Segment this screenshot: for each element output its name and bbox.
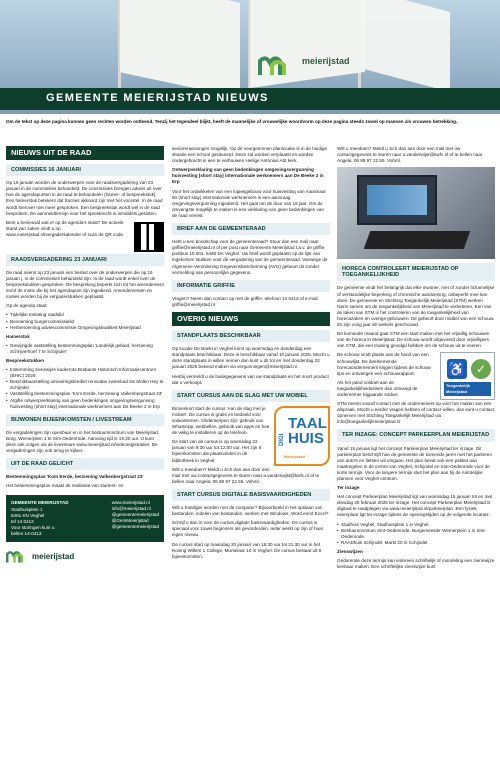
flag-text: meierijstad: [302, 56, 350, 66]
paragraph: De vergaderingen zijn openbaar en in het bestuurscentrum van Meierijstad, Burg. Wemerplein 1 te Sint-Oedenrode. Aanvang tijd is 19.30 uur. U kunt deze ook volgen via de livestream www.meierijstad.nl/videoregistraties. De vergaderingen zijn ook terug te kijken.: [6, 429, 160, 454]
instagram-link[interactable]: @gemeentemeierijstad: [111, 524, 159, 530]
column-3: [337, 146, 495, 573]
heading-info-griffie: INFORMATIE GRIFFIE: [172, 280, 330, 292]
heading-cursus-mobiel: START CURSUS AAN DE SLAG MET UW MOBIEL: [172, 390, 330, 402]
wheelchair-icon: ♿: [448, 361, 466, 378]
locatie-list: [337, 522, 495, 546]
paragraph: Schrijf u dan in voor de cursus digitale basisvaardigheden. De cursus is speciaal voor zowel beginners als gevorderden. Ieder werkt op zijn of haar eigen niveau.: [172, 520, 324, 538]
label-hamerstuk: Hamerstuk: [6, 333, 30, 339]
paragraph: Hebt u een boodschap voor de gemeenteraad? Stuur dan een mail naar griffie@meierijstad.nl of per post naar Gemeente Meierijstad t.a.v. de griffie, postbus 10.001, 5460 DA Veghel. Uw brief wordt geplaatst op de lijst van ingekomen stukken voor de vergadering van de gemeenteraad. Vanwege de Algemene Verordening Gegevensbescherming (AVG) gebeurt dit zonder vermelding van persoonlijke gegevens.: [172, 239, 328, 275]
contact-note: Voor storingen kunt u: [11, 525, 55, 531]
subheading: Ter inzage: [337, 485, 360, 491]
contact-box: [6, 495, 164, 542]
digitaalhuis-logo: [274, 406, 330, 466]
paragraph: STM neemt vooraf contact met de ondernemers op voor het maken van een afspraak. Mocht u eerder vragen hebben of contact willen, dan kunt u contact opnemen met Stichting Toegankelijk Meierijstad via info@toegankelijkmeierijstad.nl: [337, 401, 495, 425]
twitter-link[interactable]: @GemMeierijstad: [111, 518, 149, 524]
list-item: • Benoeming burgercommissielid: [6, 319, 164, 325]
paragraph: Gedurende deze termijn kan iedereen schriftelijk of mondeling een zienswijze kenbaar maken. Een schriftelijke zienswijze kunt: [337, 558, 495, 570]
paragraph: De start van de cursus is op woensdag 22 januari van 9:30 uur tot 12:00 uur. Het zijn 6 bijeenkomsten die plaatsvinden in de bibliotheek in Veghel.: [172, 439, 262, 463]
heading-horeca: HORECA CONTROLEERT MEIERIJSTAD OP TOEGANKELIJKHEID: [337, 263, 495, 281]
meierijstad-logo-icon: [258, 55, 294, 77]
paragraph: Hierbij vermeldt u de basisgegevens van uw standplaats en het soort product dat u verkoopt.: [172, 373, 329, 385]
list-item: • Afgifte ontwerpverklaring van geen bedenkingen omgevingsvergunning huisvesting (short stay) internationale werknemers aan De Beeke 2 in Erp: [6, 398, 164, 410]
list-item: • Gewijzigde vaststelling bestemmingsplan 'Landelijk gebied, herziening Schrijverhoef 7 te Schijndel': [6, 343, 164, 355]
paragraph: Wilt u meedoen? Meldt u zich dan aan door een mail met uw contactgegevens te sturen naar a.vanderwijst@kwfc.nl of te bellen naar Angela: 06 89 97 22 55. VolVol.: [172, 466, 320, 484]
paragraph: Wilt u meedoen? Meldt u zich dan aan door een mail met uw contactgegevens te sturen naar a.vanderwijst@kwfc.nl of te bellen naar Angela: 06 89 97 22 55. VolVol.: [337, 146, 483, 164]
heading-commissies: COMMISSIES 16 JANUARI: [6, 164, 164, 176]
contact-address: 5461 KN Veghel: [11, 513, 45, 519]
paragraph: De raad neemt op 23 januari een besluit over de onderwerpen die op 16 januari j. in de commissies behandeld zijn. In de raad wordt enkel over de bespreekstukken gesproken. De bespreking beperkt zich tot het amendement en/of de motie die bij het agendapunt zijn ingediend. Amendementen en moties worden bij de vergaderstukken geplaatst.: [6, 269, 164, 300]
paragraph: Op de agenda staat:: [6, 303, 48, 309]
paragraph: Op 16 januari worden de onderwerpen voor de raadsvergadering van 23 januari in de commissies behandeld. De commissies brengen advies uit over hoe de agendapunten in de raad te behandelen (hamer- of bespreekstuk). Een hamerstuk betekent dat fracties akkoord zijn met het voorstel. In de raad wordt hierover niet meer gesproken. Een bespreekstuk wordt wel in de raad besproken. De aanmeldtermijn voor het spreekrecht is inmiddels gesloten.: [6, 180, 163, 216]
laptop-photo: [337, 167, 495, 259]
paragraph: Vragen? Neem dan contact op met de griffie, telefoon 14 0413 of e-mail griffie@meierijstad.nl: [172, 295, 318, 307]
column-2: [172, 146, 330, 563]
page-title: GEMEENTE MEIERIJSTAD NIEUWS: [46, 92, 269, 104]
section-title-raad: NIEUWS UIT DE RAAD: [6, 146, 164, 160]
heading-raadsvergadering: RAADSVERGADERING 23 JANUARI: [6, 254, 164, 266]
paragraph: Op locatie De Boekt in Veghel komt op woensdag en donderdag een standplaats beschikbaar. Deze is beschikbaar vanaf 10 januari 2025. Mocht u deze standplaats in willen nemen dan kunt u dit tot en met donderdag 22 januari 2025 bekend maken via vergunningen@meierijstad.nl.: [172, 346, 330, 370]
paragraph: Vanaf 15 januari ligt het concept Parkeerplan Meierijstad ter inzage. Dit parkeerplan beschrijft hoe de gemeente de komende jaren met het parkeren van auto's en fietsen wil omgaan. Het plan bevat ook een pakket aan maatregelen in de centra van Veghel, Schijndel en Sint-Oedenrode voor de korte termijn. Voor de langere termijn sluit het plan aan bij de ruimtelijke plannen voor Veghel centrum.: [337, 445, 493, 481]
list-item: • Bestuurscentrum Sint-Oedenrode, Burgemeester Wemerplein 1 in Sint-Oedenrode.: [337, 528, 495, 540]
sticker-label: Toegankelijk Meierijstad: [444, 382, 491, 396]
toegankelijk-sticker: [440, 352, 495, 400]
subheading: Ontwerpverklaring van geen bedenkingen omgevingsvergunning huisvesting (short stay) internationale werknemers aan De Beeke 2 in Erp: [172, 167, 324, 185]
flag: [120, 0, 240, 98]
paragraph: De cursus start op maandag 20 januari van 18.30 uur tot 21.30 uur in het Koning Willem 1 College, Muntelaar 10 in Veghel. De cursus bestaat uit 8 bijeenkomsten.: [172, 541, 322, 559]
taalhuis-label: TAAL HUIS: [288, 414, 327, 447]
paragraph: Als het pand voldoet aan de toegankelijkheidseisen dan ontvangt de ondernemer bijgaande sticker.: [337, 379, 418, 397]
disclaimer: Om de tekst op deze pagina kunnen geen rechten worden ontleend. Tenzij het tegendeel blijkt, heeft de mannelijke of vrouwelijke woordvorm op deze pagina steeds zowel op mannen als vrouwen betrekking.: [6, 119, 458, 124]
heading-standplaats: STANDPLAATS BESCHIKBAAR: [172, 330, 330, 342]
mail-link[interactable]: info@meierijstad.nl: [111, 506, 151, 512]
paragraph: Het bestemmingsplan maakt de realisatie van starters- en: [6, 483, 124, 489]
list-item: • Herbenoeming adviescommissie Omgevingskwaliteit Meierijstad: [6, 325, 164, 331]
contact-phone: tel 14 0413: [11, 519, 34, 525]
paragraph: De schouw vindt plaats aan de hand van een schouwlijst. De deelnemende horecaondernemers krijgen tijdens de schouw tips en ontvangen een schouwrapport.: [337, 352, 431, 376]
section-title-overig: OVERIG NIEUWS: [172, 312, 330, 326]
list-item: • RAADhuis Schijndel, Markt 20 in Schijndel.: [337, 540, 495, 546]
contact-name: GEMEENTE MEIERIJSTAD: [11, 500, 69, 506]
logo-text: meierijstad: [32, 552, 75, 562]
paragraph: Binnenkort start de cursus 'Aan de slag met je mobiel'. De cursus is gratis en bedoeld voor volwassenen. Onderwerpen zijn: gebruik van WhatsApp, webbellen, gebruik van apps en hoe de veilig te installeren op de telefoon.: [172, 405, 270, 436]
heading-cursus-basis: START CURSUS DIGITALE BASISVAARDIGHEDEN: [172, 489, 330, 501]
qr-block: [6, 220, 164, 238]
flag: [360, 0, 450, 92]
checkmark-icon: ✓: [471, 359, 491, 379]
heading-ter-inzage: TER INZAGE: CONCEPT PARKEERPLAN MEIERIJSTAD: [337, 429, 495, 441]
laptop-screen: [357, 175, 437, 225]
paragraph: Wilt u handiger worden met de computer? Bijvoorbeeld in het opslaan van bestanden, indelen van bestanden, werken met Windows, Word en/of Excel?: [172, 505, 329, 517]
meierijstad-logo-icon: [6, 550, 28, 564]
sticker-block: [337, 352, 495, 401]
paragraph: Bent u benieuwd wat er op de agenda's staat? De actuele stand van zaken vindt u op www.meierijstad.nl/vergaderkalender of scan de QR code.: [6, 219, 125, 237]
subheading: Bestemmingsplan 'Kom Eerde, herziening Valkenbergstraat 23': [6, 474, 144, 480]
paragraph: De komende maand gaat STM een start maken met het vrijwillig schouwen van de horeca in Meierijstad. De schouw wordt uitgevoerd door vrijwilligers van STM, die een training gevolgd hebben om de schouw uit te voeren.: [337, 331, 490, 349]
digi-sub-label: Meierijstad: [284, 453, 305, 459]
paragraph: Het concept Parkeerplan Meierijstad ligt van woensdag 15 januari tot en met dinsdag 25 februari 2025 ter inzage. Het concept Parkeerplan Meierijstad is digitaal te raadplegen via www.meierijstad.nl/parkeerplan. Een fysiek exemplaar ligt ter inzage tijdens de openingstijden op de volgende locaties:: [337, 494, 493, 518]
agenda-list: [6, 312, 164, 330]
laptop-keyboard: [364, 231, 471, 249]
list-item: • Beschikbaarstelling uitvoeringskrediet renovatie zwembad De Molen Hey te Schijndel: [6, 379, 164, 391]
facebook-link[interactable]: @gemeentemeierijstad: [111, 512, 159, 518]
footer-logo: [6, 550, 164, 564]
web-link[interactable]: www.meierijstad.nl: [111, 500, 150, 506]
label-bespreekstukken: Bespreekstukken: [6, 357, 45, 363]
paragraph: seniorenwoningen mogelijk. Op de voorgenomen planlocatie is in de huidige situatie een school gesitueerd. Deze zal worden verplaatst en worden ondergebracht in een te verbouwen Heilige Antonius Abt kerk.: [172, 146, 328, 164]
list-item: • Instemming zienswijze kaderrota Brabants Historisch Informatiecentrum (BHIC) 2026: [6, 367, 164, 379]
list-item: • Vaststelling bestemmingsplan 'Kom Eerde, herziening Valkenbergstraat 23': [6, 391, 164, 397]
list-item: • Tijdelijke toelating raadslid: [6, 312, 164, 318]
paragraph: Voor het ontwikkelen van een logiesgebouw voor huisvesting van maximaal 60 (short stay) internationale werknemers is een aanvraag omgevingsvergunning ingediend. Het gaat om de duur van 15 jaar. Om de omvangste mogelijk te maken is een verklaring van geen bedenkingen van de raad vereist.: [172, 188, 326, 218]
heading-gelicht: UIT DE RAAD GELICHT: [6, 458, 164, 470]
heading-brief: BRIEF AAN DE GEMEENTERAAD: [172, 223, 330, 235]
contact-note: bellen 14-0413: [11, 531, 42, 537]
paragraph: De gemeente vindt het belangrijk dat elke inwoner, met of zonder lichamelijke of verstandelijke beperking of chronische aandoening, onbeperkt mee kan doen. De gemeente en Stichting Toegankelijk Meierijstad (STM) werken hierin samen om de toegankelijkheid van Meierijstad te verbeteren. Een van de taken van STM is het controleren van de toegankelijkheid van horecazaken en overige gebouwen. Dit gebeurt door middel van een schouw. Zo zijn vorig jaar de winkels geschouwd.: [337, 285, 495, 328]
subheading: Zienswijzen: [337, 548, 363, 554]
header-banner: [0, 0, 500, 114]
heading-bijwonen: BIJWONEN BIJEENKOMSTEN / LIVESTREAM: [6, 414, 164, 426]
hamerstuk-list: [6, 343, 164, 355]
qr-code-icon[interactable]: [134, 222, 164, 252]
bespreek-list: [6, 367, 164, 410]
digi-label: DIGI: [279, 433, 285, 446]
list-item: • Stadhuis Veghel, Stadhuisplein 1 in Veghel.: [337, 522, 495, 528]
contact-address: Stadhuisplein 1: [11, 507, 43, 513]
title-ribbon: [0, 88, 500, 110]
column-1: [6, 146, 164, 564]
